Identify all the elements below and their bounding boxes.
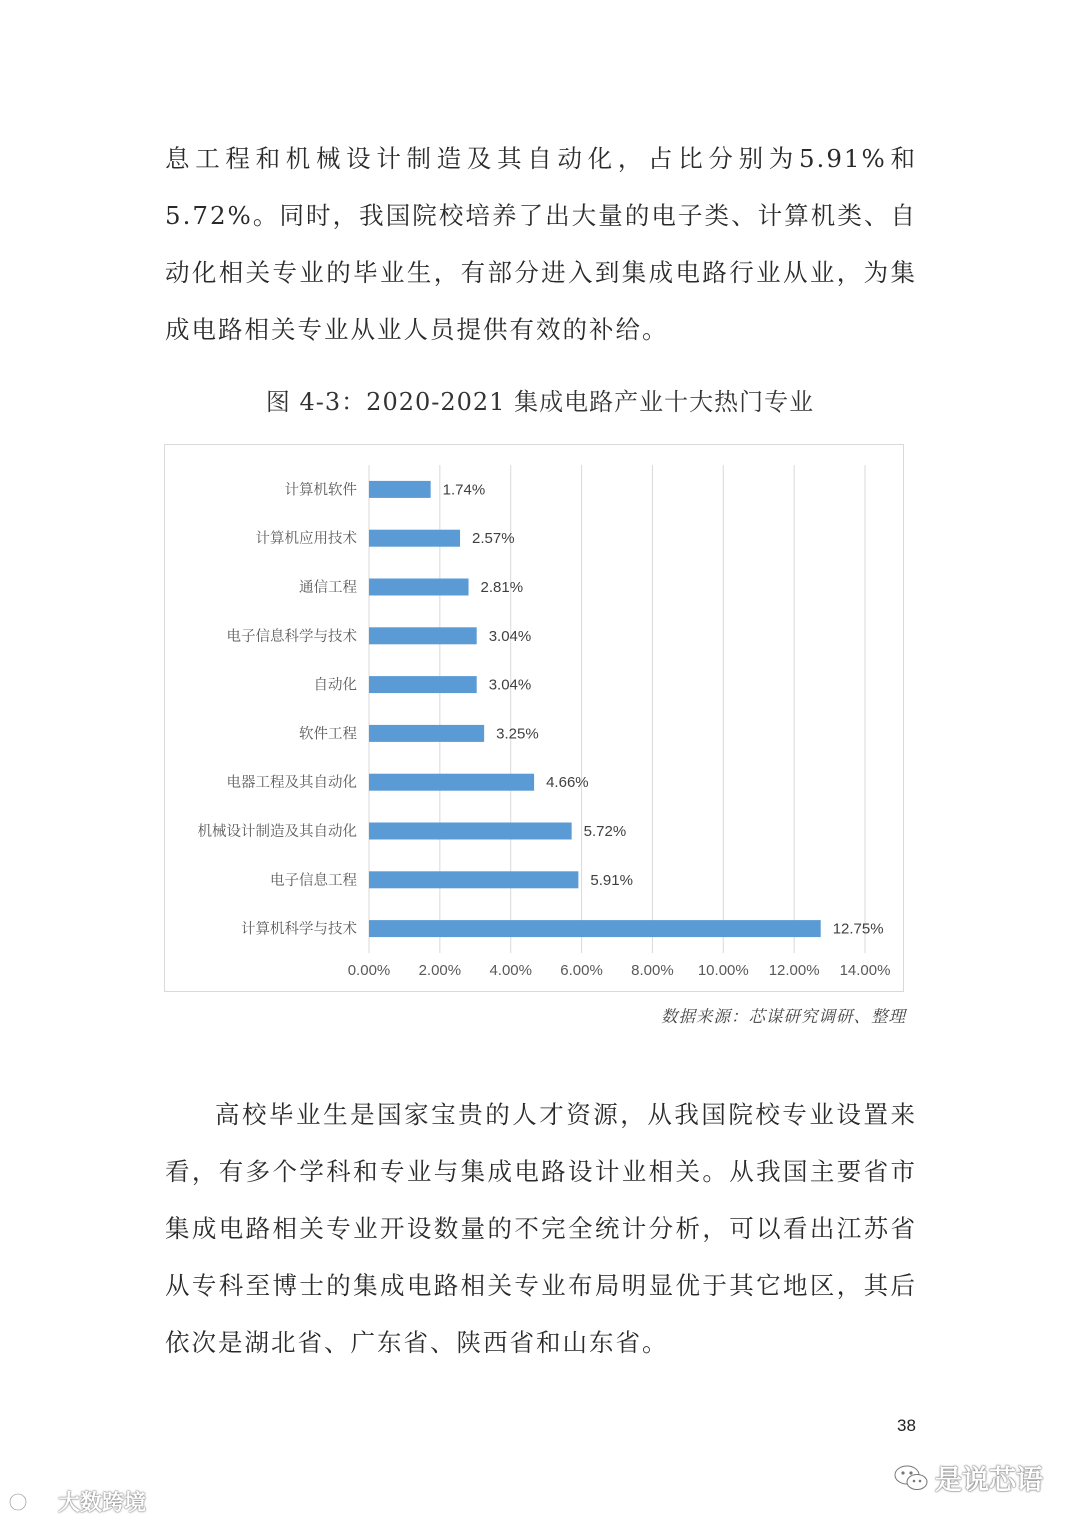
x-tick-label: 2.00%	[418, 962, 462, 979]
category-label: 通信工程	[299, 580, 357, 596]
data-label: 3.04%	[488, 676, 532, 694]
x-tick-label: 4.00%	[489, 962, 532, 979]
watermark-left	[8, 1486, 146, 1517]
figure-source: 数据来源：芯谋研究调研、整理	[661, 1007, 906, 1026]
bar	[369, 725, 484, 742]
watermark-right	[893, 1458, 1043, 1497]
data-label: 5.72%	[583, 823, 627, 840]
data-label: 1.74%	[442, 481, 486, 499]
watermark-right-text: 是说芯语	[935, 1465, 1043, 1495]
body-paragraph-2: 高校毕业生是国家宝贵的人才资源，从我国院校专业设置来看，有多个学科和专业与集成电路设计业相关。从我国主要省市集成电路相关专业开设数量的不完全统计分析，可以看出江苏省从专科至博士的集成电路相关专业布局明显优于其它地区，其后依次是湖北省、广东省、陕西省和山东省。	[165, 1100, 917, 1357]
category-label: 计算机科学与技术	[241, 921, 357, 938]
x-tick-label: 12.00%	[768, 962, 820, 979]
bar-chart	[164, 444, 904, 992]
data-label: 4.66%	[546, 774, 589, 792]
watermark-logo-icon	[8, 1489, 52, 1515]
data-label: 2.57%	[472, 530, 515, 548]
x-tick-label: 0.00%	[347, 962, 391, 979]
category-label: 电器工程及其自动化	[226, 775, 357, 792]
bar	[369, 627, 477, 644]
watermark-left-text: 大数跨境	[58, 1490, 147, 1515]
bar	[369, 871, 578, 888]
wechat-icon	[893, 1463, 929, 1493]
category-label: 自动化	[313, 677, 357, 694]
bar	[369, 579, 469, 596]
body-paragraph-1: 息工程和机械设计制造及其自动化，占比分别为5.91%和5.72%。同时，我国院校培养了出大量的电子类、计算机类、自动化相关专业的毕业生，有部分进入到集成电路行业从业，为集成电路相关专业从业人员提供有效的补给。	[165, 144, 917, 344]
category-label: 机械设计制造及其自动化	[197, 824, 357, 840]
x-tick-label: 8.00%	[631, 962, 674, 979]
figure-title: 图 4-3：2020-2021 集成电路产业十大热门专业	[265, 388, 815, 416]
data-label: 5.91%	[590, 871, 633, 889]
bar	[369, 823, 572, 840]
bar	[369, 774, 534, 791]
bar	[369, 481, 431, 498]
category-label: 电子信息工程	[270, 872, 357, 889]
data-label: 12.75%	[832, 920, 884, 938]
category-label: 软件工程	[299, 726, 357, 743]
x-tick-label: 14.00%	[839, 962, 891, 979]
data-label: 2.81%	[480, 579, 524, 596]
data-label: 3.25%	[496, 725, 539, 743]
category-label: 计算机应用技术	[255, 531, 357, 548]
category-label: 计算机软件	[284, 482, 357, 499]
x-tick-label: 10.00%	[697, 962, 749, 979]
page-number: 38	[897, 1416, 916, 1435]
x-tick-label: 6.00%	[560, 962, 603, 979]
data-label: 3.04%	[488, 627, 532, 645]
category-label: 电子信息科学与技术	[226, 628, 357, 645]
bar	[369, 676, 477, 693]
bar	[369, 530, 460, 547]
chart-canvas	[165, 445, 903, 991]
bar	[369, 920, 821, 937]
